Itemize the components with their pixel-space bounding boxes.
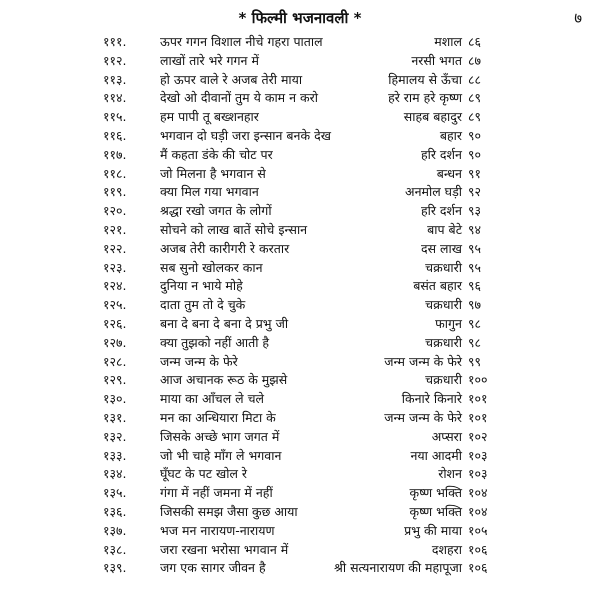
film-name: जन्म जन्म के फेरे bbox=[384, 409, 462, 425]
entry-number: १२१. bbox=[103, 221, 127, 237]
entry-page-number: ८९ bbox=[468, 109, 482, 125]
film-name: दस लाख bbox=[421, 240, 462, 256]
song-title: क्या मिल गया भगवान bbox=[160, 184, 259, 200]
entry-number: १२३. bbox=[103, 259, 127, 275]
list-item bbox=[0, 89, 600, 108]
entry-number: १२९. bbox=[103, 372, 127, 388]
list-item bbox=[0, 334, 600, 353]
film-name: प्रभु की माया bbox=[404, 522, 462, 538]
film-name: हरि दर्शन bbox=[420, 203, 462, 219]
entry-number: १२४. bbox=[103, 278, 127, 294]
entry-page-number: ९६ bbox=[468, 278, 482, 294]
list-item bbox=[0, 202, 600, 221]
entry-page-number: १०५ bbox=[468, 522, 488, 538]
entry-page-number: ९२ bbox=[468, 184, 482, 200]
film-name: रोशन bbox=[438, 466, 462, 482]
entry-page-number: १०६ bbox=[468, 560, 488, 576]
film-name: नरसी भगत bbox=[411, 52, 462, 68]
list-item bbox=[0, 221, 600, 240]
entry-page-number: ८९ bbox=[468, 90, 482, 106]
song-index-list bbox=[0, 33, 600, 578]
entry-number: १२५. bbox=[103, 297, 127, 313]
list-item bbox=[0, 353, 600, 372]
entry-page-number: ९३ bbox=[468, 203, 482, 219]
list-item bbox=[0, 146, 600, 165]
song-title: जिसकी समझ जैसा कुछ आया bbox=[160, 503, 298, 519]
entry-number: १३६. bbox=[103, 503, 127, 519]
list-item bbox=[0, 409, 600, 428]
song-title: भज मन नारायण-नारायण bbox=[160, 522, 275, 538]
song-title: मन का अन्धियारा मिटा के bbox=[160, 409, 276, 425]
entry-page-number: ९० bbox=[468, 127, 482, 143]
song-title: अजब तेरी कारीगरी रे करतार bbox=[160, 240, 290, 256]
entry-number: ११२. bbox=[103, 52, 127, 68]
list-item bbox=[0, 71, 600, 90]
list-item bbox=[0, 240, 600, 259]
list-item bbox=[0, 33, 600, 52]
page-number: ७ bbox=[574, 9, 582, 27]
film-name: कृष्ण भक्ति bbox=[409, 485, 462, 501]
entry-number: १३०. bbox=[103, 391, 127, 407]
film-name: चक्रधारी bbox=[425, 372, 462, 388]
film-name: चक्रधारी bbox=[425, 297, 462, 313]
list-item bbox=[0, 183, 600, 202]
entry-number: १३४. bbox=[103, 466, 127, 482]
film-name: बसंत बहार bbox=[413, 278, 462, 294]
entry-number: १३७. bbox=[103, 522, 127, 538]
list-item bbox=[0, 428, 600, 447]
film-name: मशाल bbox=[434, 34, 462, 49]
entry-page-number: ९१ bbox=[468, 165, 482, 181]
entry-number: ११३. bbox=[103, 71, 127, 87]
entry-number: १२२. bbox=[103, 240, 127, 256]
list-item bbox=[0, 522, 600, 541]
song-title: जो मिलना है भगवान से bbox=[160, 165, 266, 181]
film-name: जन्म जन्म के फेरे bbox=[384, 353, 462, 369]
song-title: घूँघट के पट खोल रे bbox=[160, 466, 248, 482]
entry-page-number: ९५ bbox=[468, 240, 482, 256]
list-item bbox=[0, 371, 600, 390]
song-title: जरा रखना भरोसा भगवान में bbox=[160, 541, 289, 557]
list-item bbox=[0, 108, 600, 127]
entry-number: १३३. bbox=[103, 447, 127, 463]
entry-number: १२०. bbox=[103, 203, 127, 219]
entry-number: १२८. bbox=[103, 353, 127, 369]
entry-page-number: १०० bbox=[468, 372, 488, 388]
film-name: अनमोल घड़ी bbox=[405, 184, 462, 200]
film-name: दशहरा bbox=[431, 541, 462, 557]
entry-number: १३८. bbox=[103, 541, 127, 557]
entry-page-number: ८६ bbox=[468, 34, 482, 49]
list-item bbox=[0, 390, 600, 409]
entry-page-number: ९० bbox=[468, 146, 482, 162]
list-item bbox=[0, 541, 600, 560]
entry-number: १३१. bbox=[103, 409, 127, 425]
film-name: अप्सरा bbox=[431, 428, 462, 444]
entry-page-number: १०१ bbox=[468, 409, 488, 425]
list-item bbox=[0, 296, 600, 315]
entry-page-number: ९८ bbox=[468, 334, 482, 350]
song-title: आज अचानक रूठ के मुझसे bbox=[160, 372, 288, 388]
entry-number: ११८. bbox=[103, 165, 127, 181]
song-title: जो भी चाहे माँग ले भगवान bbox=[160, 447, 282, 463]
film-name: हिमालय से ऊँचा bbox=[388, 71, 462, 87]
song-title: बना दे बना दे बना दे प्रभु जी bbox=[160, 315, 289, 331]
list-item bbox=[0, 127, 600, 146]
song-title: ऊपर गगन विशाल नीचे गहरा पाताल bbox=[160, 34, 323, 49]
film-name: चक्रधारी bbox=[425, 334, 462, 350]
entry-page-number: ८८ bbox=[468, 71, 482, 87]
film-name: फागुन bbox=[435, 315, 462, 331]
list-item bbox=[0, 165, 600, 184]
film-name: कृष्ण भक्ति bbox=[409, 503, 462, 519]
entry-page-number: १०४ bbox=[468, 503, 488, 519]
entry-number: ११५. bbox=[103, 109, 127, 125]
song-title: सब सुनो खोलकर कान bbox=[160, 259, 263, 275]
song-title: जग एक सागर जीवन है bbox=[160, 560, 266, 576]
film-name: श्री सत्यनारायण की महापूजा bbox=[334, 560, 462, 576]
entry-page-number: ९७ bbox=[468, 297, 482, 313]
entry-page-number: ८७ bbox=[468, 52, 482, 68]
entry-number: १११. bbox=[103, 34, 127, 49]
entry-page-number: १०१ bbox=[468, 391, 488, 407]
song-title: हो ऊपर वाले रे अजब तेरी माया bbox=[160, 71, 303, 87]
song-title: मैं कहता डंके की चोट पर bbox=[160, 146, 273, 162]
song-title: गंगा में नहीं जमना में नहीं bbox=[160, 485, 273, 501]
film-name: बहार bbox=[439, 127, 462, 143]
song-title: क्या तुझको नहीं आती है bbox=[160, 334, 270, 350]
entry-number: ११६. bbox=[103, 127, 127, 143]
film-name: नया आदमी bbox=[410, 447, 462, 463]
song-title: दुनिया न भाये मोहे bbox=[160, 278, 243, 294]
list-item bbox=[0, 484, 600, 503]
film-name: बाप बेटे bbox=[427, 221, 462, 237]
song-title: श्रद्धा रखो जगत के लोगों bbox=[160, 203, 272, 219]
song-title: हम पापी तू बख्शनहार bbox=[160, 109, 259, 125]
entry-page-number: १०४ bbox=[468, 485, 488, 501]
entry-number: १३२. bbox=[103, 428, 127, 444]
song-title: दाता तुम तो दे चुके bbox=[160, 297, 246, 313]
list-item bbox=[0, 447, 600, 466]
film-name: साहब बहादुर bbox=[403, 109, 462, 125]
song-title: जन्म जन्म के फेरे bbox=[160, 353, 238, 369]
song-title: देखो ओ दीवानों तुम ये काम न करो bbox=[160, 90, 318, 106]
song-title: सोचने को लाख बातें सोचे इन्सान bbox=[160, 221, 308, 237]
list-item bbox=[0, 465, 600, 484]
song-title: जिसके अच्छे भाग जगत में bbox=[160, 428, 280, 444]
list-item bbox=[0, 52, 600, 71]
entry-page-number: १०३ bbox=[468, 466, 488, 482]
entry-page-number: ९४ bbox=[468, 221, 482, 237]
list-item bbox=[0, 315, 600, 334]
list-item bbox=[0, 559, 600, 578]
page-title: * फिल्मी भजनावली * bbox=[238, 9, 362, 27]
entry-page-number: ९९ bbox=[468, 353, 482, 369]
entry-page-number: १०३ bbox=[468, 447, 488, 463]
list-item bbox=[0, 277, 600, 296]
entry-number: ११९. bbox=[103, 184, 127, 200]
list-item bbox=[0, 259, 600, 278]
song-title: लाखों तारे भरे गगन में bbox=[160, 52, 259, 68]
list-item bbox=[0, 503, 600, 522]
entry-number: ११४. bbox=[103, 90, 127, 106]
entry-number: १२६. bbox=[103, 315, 127, 331]
entry-page-number: १०६ bbox=[468, 541, 488, 557]
entry-number: ११७. bbox=[103, 146, 127, 162]
song-title: भगवान दो घड़ी जरा इन्सान बनके देख bbox=[160, 127, 331, 143]
entry-page-number: ९८ bbox=[468, 315, 482, 331]
entry-number: १३९. bbox=[103, 560, 127, 576]
film-name: हरे राम हरे कृष्ण bbox=[388, 90, 462, 106]
entry-number: १३५. bbox=[103, 485, 127, 501]
page-header bbox=[0, 6, 600, 30]
film-name: बन्धन bbox=[436, 165, 462, 181]
entry-number: १२७. bbox=[103, 334, 127, 350]
song-title: माया का आँचल ले चले bbox=[160, 391, 265, 407]
entry-page-number: १०२ bbox=[468, 428, 488, 444]
film-name: किनारे किनारे bbox=[401, 391, 462, 407]
entry-page-number: ९५ bbox=[468, 259, 482, 275]
film-name: हरि दर्शन bbox=[420, 146, 462, 162]
film-name: चक्रधारी bbox=[425, 259, 462, 275]
